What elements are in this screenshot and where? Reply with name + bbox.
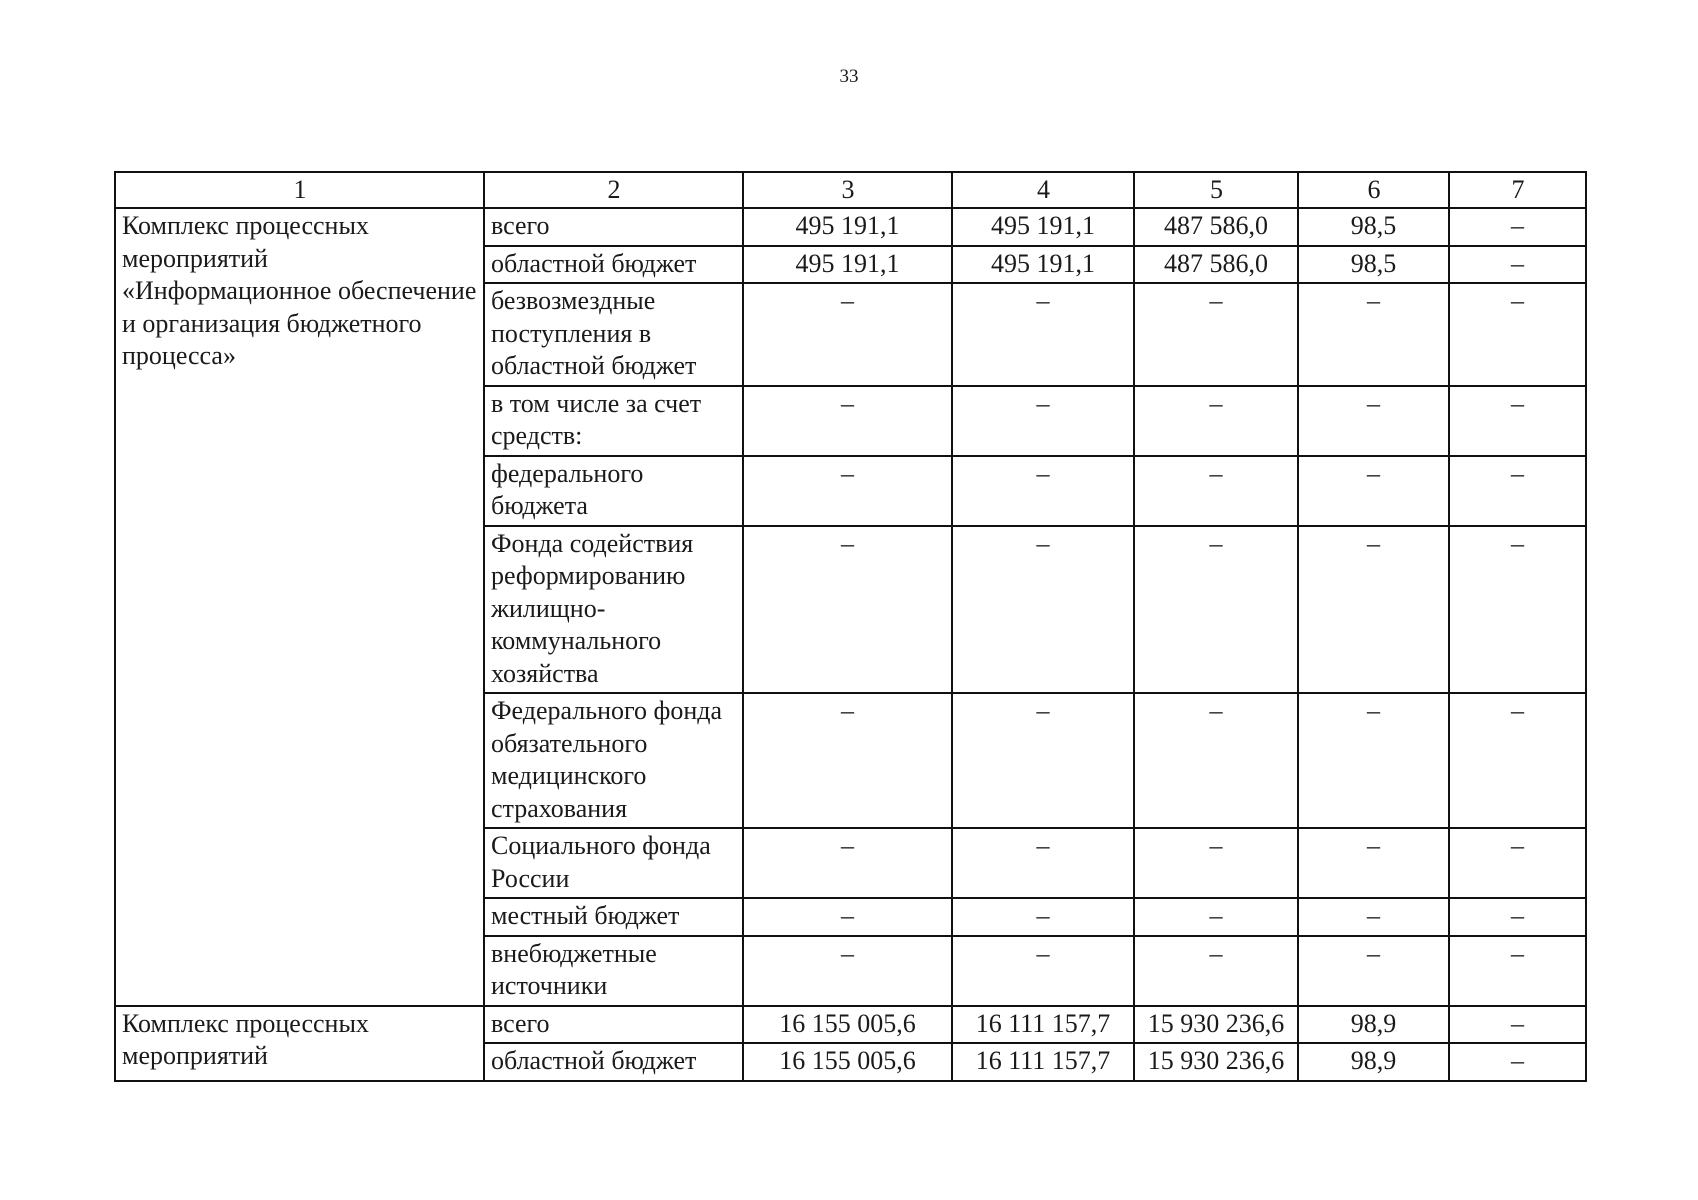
page-number: 33 bbox=[839, 66, 859, 87]
value-cell: 98,5 bbox=[1298, 246, 1449, 284]
funding-source-cell: местный бюджет bbox=[484, 898, 743, 936]
value-cell: – bbox=[1449, 526, 1586, 694]
value-cell: – bbox=[1449, 246, 1586, 284]
value-cell: – bbox=[1449, 693, 1586, 828]
value-cell: – bbox=[952, 526, 1134, 694]
value-cell: 98,9 bbox=[1298, 1006, 1449, 1044]
value-cell: 98,9 bbox=[1298, 1043, 1449, 1081]
value-cell: – bbox=[1449, 1006, 1586, 1044]
value-cell: 15 930 236,6 bbox=[1134, 1006, 1298, 1044]
value-cell: 495 191,1 bbox=[743, 246, 952, 284]
value-cell: – bbox=[952, 936, 1134, 1006]
value-cell: – bbox=[1298, 936, 1449, 1006]
funding-source-cell: Федерального фонда обязательного медицинского страхования bbox=[484, 693, 743, 828]
funding-source-cell: всего bbox=[484, 1006, 743, 1044]
value-cell: – bbox=[1134, 936, 1298, 1006]
value-cell: – bbox=[1134, 828, 1298, 898]
value-cell: – bbox=[1449, 1043, 1586, 1081]
value-cell: – bbox=[743, 936, 952, 1006]
value-cell: 98,5 bbox=[1298, 208, 1449, 246]
value-cell: – bbox=[1134, 456, 1298, 526]
value-cell: – bbox=[1449, 828, 1586, 898]
column-header: 4 bbox=[952, 172, 1134, 208]
funding-source-cell: Социального фонда России bbox=[484, 828, 743, 898]
value-cell: – bbox=[1298, 283, 1449, 386]
value-cell: – bbox=[1298, 456, 1449, 526]
column-header: 1 bbox=[115, 172, 484, 208]
value-cell: 15 930 236,6 bbox=[1134, 1043, 1298, 1081]
column-header: 5 bbox=[1134, 172, 1298, 208]
value-cell: 16 111 157,7 bbox=[952, 1043, 1134, 1081]
value-cell: – bbox=[1134, 283, 1298, 386]
budget-table bbox=[114, 171, 1587, 1082]
value-cell: – bbox=[1449, 936, 1586, 1006]
value-cell: – bbox=[1298, 828, 1449, 898]
funding-source-cell: в том числе за счет средств: bbox=[484, 386, 743, 456]
value-cell: – bbox=[743, 898, 952, 936]
funding-source-cell: областной бюджет bbox=[484, 246, 743, 284]
column-header: 7 bbox=[1449, 172, 1586, 208]
value-cell: – bbox=[952, 693, 1134, 828]
value-cell: – bbox=[743, 526, 952, 694]
value-cell: – bbox=[1298, 386, 1449, 456]
column-header: 2 bbox=[484, 172, 743, 208]
value-cell: – bbox=[1298, 526, 1449, 694]
value-cell: – bbox=[952, 386, 1134, 456]
column-header: 6 bbox=[1298, 172, 1449, 208]
value-cell: – bbox=[1449, 456, 1586, 526]
value-cell: – bbox=[743, 693, 952, 828]
table-row bbox=[115, 208, 1586, 246]
value-cell: – bbox=[952, 898, 1134, 936]
value-cell: 487 586,0 bbox=[1134, 208, 1298, 246]
value-cell: – bbox=[1134, 386, 1298, 456]
value-cell: – bbox=[743, 283, 952, 386]
funding-source-cell: безвозмездные поступления в областной бюджет bbox=[484, 283, 743, 386]
value-cell: – bbox=[952, 283, 1134, 386]
value-cell: – bbox=[952, 456, 1134, 526]
funding-source-cell: всего bbox=[484, 208, 743, 246]
value-cell: – bbox=[1298, 693, 1449, 828]
table-header-row bbox=[115, 172, 1586, 208]
value-cell: – bbox=[1449, 283, 1586, 386]
value-cell: 495 191,1 bbox=[952, 246, 1134, 284]
value-cell: – bbox=[743, 386, 952, 456]
value-cell: 16 111 157,7 bbox=[952, 1006, 1134, 1044]
value-cell: – bbox=[1134, 898, 1298, 936]
value-cell: – bbox=[1449, 898, 1586, 936]
funding-source-cell: Фонда содействия реформированию жилищно-коммунального хозяйства bbox=[484, 526, 743, 694]
value-cell: – bbox=[743, 456, 952, 526]
value-cell: 495 191,1 bbox=[952, 208, 1134, 246]
value-cell: – bbox=[1449, 386, 1586, 456]
value-cell: – bbox=[1298, 898, 1449, 936]
funding-source-cell: внебюджетные источники bbox=[484, 936, 743, 1006]
value-cell: – bbox=[952, 828, 1134, 898]
value-cell: 16 155 005,6 bbox=[743, 1006, 952, 1044]
value-cell: 495 191,1 bbox=[743, 208, 952, 246]
funding-source-cell: областной бюджет bbox=[484, 1043, 743, 1081]
value-cell: 487 586,0 bbox=[1134, 246, 1298, 284]
column-header: 3 bbox=[743, 172, 952, 208]
program-name-cell: Комплекс процессных мероприятий bbox=[115, 1006, 484, 1081]
table-row bbox=[115, 1006, 1586, 1044]
value-cell: – bbox=[743, 828, 952, 898]
program-name-cell: Комплекс процессных мероприятий «Информационное обеспечение и организация бюджетного процесса» bbox=[115, 208, 484, 1006]
funding-source-cell: федерального бюджета bbox=[484, 456, 743, 526]
value-cell: – bbox=[1134, 693, 1298, 828]
value-cell: – bbox=[1449, 208, 1586, 246]
value-cell: – bbox=[1134, 526, 1298, 694]
value-cell: 16 155 005,6 bbox=[743, 1043, 952, 1081]
